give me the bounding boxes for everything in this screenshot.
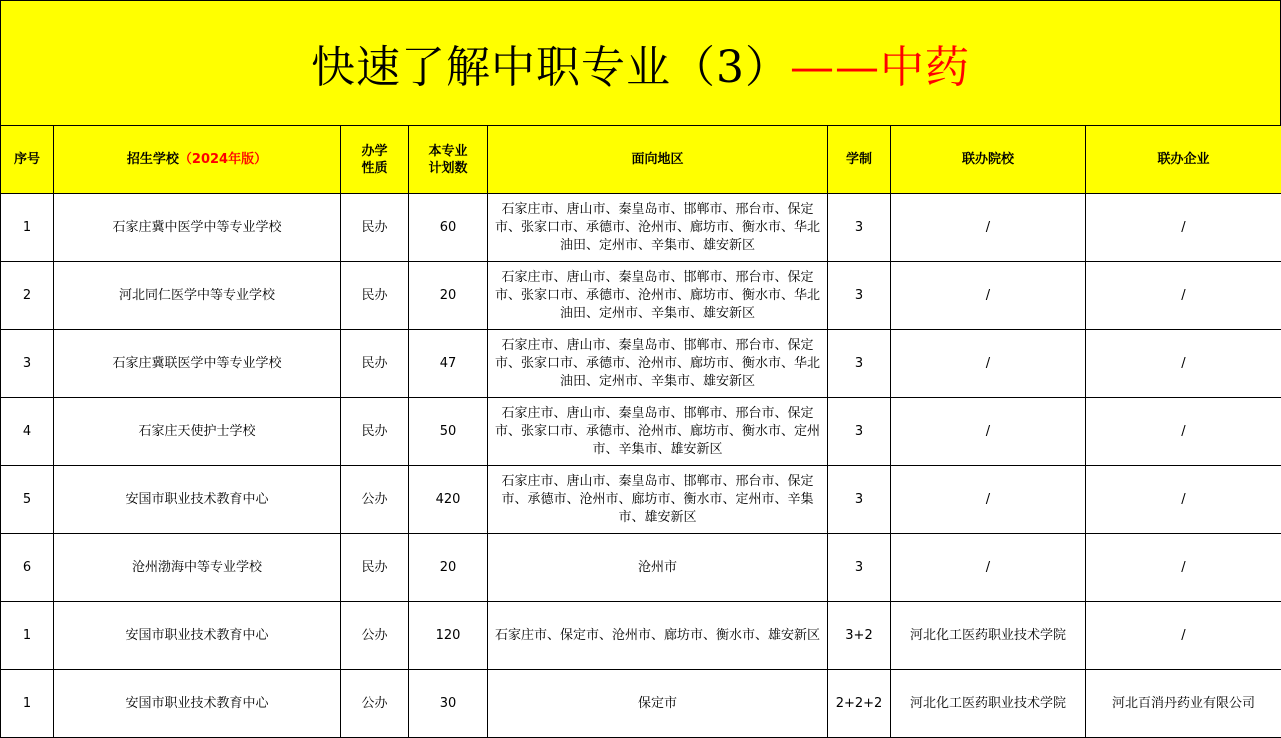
- cell-years[interactable]: 3: [828, 194, 891, 262]
- cell-college[interactable]: /: [891, 194, 1086, 262]
- cell-seq[interactable]: 1: [1, 602, 54, 670]
- cell-school[interactable]: 安国市职业技术教育中心: [54, 466, 341, 534]
- cell-school[interactable]: 安国市职业技术教育中心: [54, 602, 341, 670]
- cell-college[interactable]: /: [891, 330, 1086, 398]
- table-row: [1, 194, 1281, 262]
- cell-school[interactable]: 石家庄冀联医学中等专业学校: [54, 330, 341, 398]
- header-years[interactable]: 学制: [828, 126, 891, 194]
- cell-region[interactable]: 石家庄市、唐山市、秦皇岛市、邯郸市、邢台市、保定市、张家口市、承德市、沧州市、廊坊市、衡水市、华北油田、定州市、辛集市、雄安新区: [488, 330, 828, 398]
- cell-years[interactable]: 3: [828, 262, 891, 330]
- cell-school[interactable]: 沧州渤海中等专业学校: [54, 534, 341, 602]
- cell-plan[interactable]: 20: [409, 262, 488, 330]
- cell-region[interactable]: 石家庄市、唐山市、秦皇岛市、邯郸市、邢台市、保定市、张家口市、承德市、沧州市、廊坊市、衡水市、华北油田、定州市、辛集市、雄安新区: [488, 262, 828, 330]
- cell-region[interactable]: 沧州市: [488, 534, 828, 602]
- cell-region[interactable]: 保定市: [488, 670, 828, 738]
- cell-school[interactable]: 石家庄冀中医学中等专业学校: [54, 194, 341, 262]
- cell-seq[interactable]: 1: [1, 670, 54, 738]
- cell-nature[interactable]: 公办: [341, 602, 409, 670]
- cell-college[interactable]: 河北化工医药职业技术学院: [891, 602, 1086, 670]
- header-school[interactable]: 招生学校（2024年版）: [54, 126, 341, 194]
- cell-nature[interactable]: 民办: [341, 534, 409, 602]
- cell-college[interactable]: /: [891, 534, 1086, 602]
- cell-school[interactable]: 河北同仁医学中等专业学校: [54, 262, 341, 330]
- header-company[interactable]: 联办企业: [1086, 126, 1281, 194]
- table-row: [1, 330, 1281, 398]
- title-main: 快速了解中职专业（3）: [311, 42, 790, 93]
- header-plan[interactable]: 本专业 计划数: [409, 126, 488, 194]
- cell-years[interactable]: 3+2: [828, 602, 891, 670]
- cell-seq[interactable]: 5: [1, 466, 54, 534]
- header-college[interactable]: 联办院校: [891, 126, 1086, 194]
- header-region[interactable]: 面向地区: [488, 126, 828, 194]
- table-row: [1, 262, 1281, 330]
- cell-seq[interactable]: 6: [1, 534, 54, 602]
- cell-region[interactable]: 石家庄市、保定市、沧州市、廊坊市、衡水市、雄安新区: [488, 602, 828, 670]
- cell-plan[interactable]: 47: [409, 330, 488, 398]
- cell-years[interactable]: 3: [828, 534, 891, 602]
- cell-company[interactable]: /: [1086, 534, 1281, 602]
- cell-company[interactable]: /: [1086, 398, 1281, 466]
- header-nature[interactable]: 办学 性质: [341, 126, 409, 194]
- table-row: [1, 534, 1281, 602]
- table-row: [1, 670, 1281, 738]
- table-row: [1, 602, 1281, 670]
- cell-nature[interactable]: 民办: [341, 330, 409, 398]
- cell-plan[interactable]: 20: [409, 534, 488, 602]
- table-row: [1, 466, 1281, 534]
- cell-seq[interactable]: 1: [1, 194, 54, 262]
- cell-college[interactable]: /: [891, 466, 1086, 534]
- cell-plan[interactable]: 50: [409, 398, 488, 466]
- cell-region[interactable]: 石家庄市、唐山市、秦皇岛市、邯郸市、邢台市、保定市、承德市、沧州市、廊坊市、衡水市、定州市、辛集市、雄安新区: [488, 466, 828, 534]
- cell-years[interactable]: 3: [828, 466, 891, 534]
- cell-plan[interactable]: 30: [409, 670, 488, 738]
- cell-company[interactable]: /: [1086, 262, 1281, 330]
- cell-years[interactable]: 3: [828, 330, 891, 398]
- table-row: [1, 398, 1281, 466]
- cell-company[interactable]: /: [1086, 602, 1281, 670]
- cell-seq[interactable]: 4: [1, 398, 54, 466]
- cell-company[interactable]: 河北百消丹药业有限公司: [1086, 670, 1281, 738]
- cell-plan[interactable]: 420: [409, 466, 488, 534]
- cell-plan[interactable]: 60: [409, 194, 488, 262]
- cell-company[interactable]: /: [1086, 466, 1281, 534]
- cell-nature[interactable]: 公办: [341, 466, 409, 534]
- cell-college[interactable]: /: [891, 398, 1086, 466]
- cell-company[interactable]: /: [1086, 330, 1281, 398]
- cell-school[interactable]: 安国市职业技术教育中心: [54, 670, 341, 738]
- page-title: [0, 0, 1281, 126]
- cell-nature[interactable]: 公办: [341, 670, 409, 738]
- header-school-note: （2024年版）: [178, 152, 268, 167]
- cell-company[interactable]: /: [1086, 194, 1281, 262]
- header-seq[interactable]: 序号: [1, 126, 54, 194]
- cell-plan[interactable]: 120: [409, 602, 488, 670]
- cell-seq[interactable]: 3: [1, 330, 54, 398]
- cell-college[interactable]: 河北化工医药职业技术学院: [891, 670, 1086, 738]
- cell-nature[interactable]: 民办: [341, 398, 409, 466]
- cell-region[interactable]: 石家庄市、唐山市、秦皇岛市、邯郸市、邢台市、保定市、张家口市、承德市、沧州市、廊坊市、衡水市、定州市、辛集市、雄安新区: [488, 398, 828, 466]
- cell-years[interactable]: 2+2+2: [828, 670, 891, 738]
- cell-years[interactable]: 3: [828, 398, 891, 466]
- cell-region[interactable]: 石家庄市、唐山市、秦皇岛市、邯郸市、邢台市、保定市、张家口市、承德市、沧州市、廊坊市、衡水市、华北油田、定州市、辛集市、雄安新区: [488, 194, 828, 262]
- cell-school[interactable]: 石家庄天使护士学校: [54, 398, 341, 466]
- cell-college[interactable]: /: [891, 262, 1086, 330]
- cell-nature[interactable]: 民办: [341, 262, 409, 330]
- schools-table: [0, 125, 1281, 738]
- cell-seq[interactable]: 2: [1, 262, 54, 330]
- cell-nature[interactable]: 民办: [341, 194, 409, 262]
- header-row: [1, 126, 1281, 194]
- title-accent: ——中药: [790, 42, 970, 93]
